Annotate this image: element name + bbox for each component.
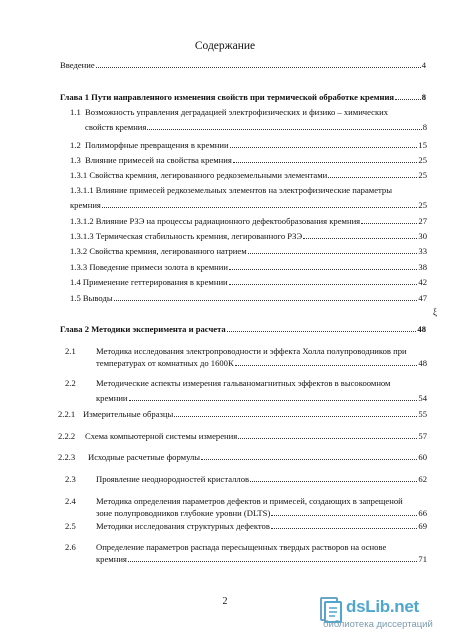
toc-entry-1-3-3[interactable]: 1.3.3 Поведение примеси золота в кремнии 38 [70,262,427,272]
toc-number: 2.4 [65,496,76,506]
toc-entry-1-3-1-1[interactable]: 1.3.1.1 Влияние примесей редкоземельных элементов на электрофизические параметры кремния 25 [70,185,427,210]
margin-mark: ξ [433,307,438,317]
toc-entry-1-5[interactable]: 1.5 Выводы 47 [70,293,427,303]
toc-entry-1-3-1[interactable]: 1.3.1 Свойства кремния, легированного редкоземельными элементами 25 [70,170,427,180]
toc-entry-1-3-2[interactable]: 1.3.2 Свойства кремния, легированного натрием 33 [70,246,427,256]
toc-entry-1-2[interactable]: Полиморфные превращения в кремнии 15 [85,140,427,150]
toc-entry-1-4[interactable]: 1.4 Применение геттерирования в кремнии 42 [70,277,427,287]
watermark-brand: dsLib.net [346,597,419,616]
toc-entry-2-1[interactable]: Методика исследования электропроводности и эффекта Холла полупроводников при температурах от комнатных до 1600К 48 [96,346,427,368]
toc-entry-introduction[interactable]: Введение 4 [60,60,426,70]
toc-entry-2-4[interactable]: Методика определения параметров дефектов и примесей, создающих в запрещеной зоне полупроводников глубокие уровни (DLTS) 66 [96,496,427,518]
toc-number: 2.2.2 [58,431,76,441]
toc-entry-chapter-1[interactable]: Глава 1 Пути направленного изменения свойств при термической обработке кремния 8 [60,92,426,102]
toc-entry-2-2[interactable]: Методические аспекты измерения гальваномагнитных эффектов в высокоомном кремнии 54 [96,378,427,403]
toc-number: 2.1 [65,346,76,356]
toc-entry-2-6[interactable]: Определение параметров распада пересыщенных твердых растворов на основе кремния 71 [96,542,427,564]
toc-entry-chapter-2[interactable]: Глава 2 Методики эксперимента и расчета 48 [60,324,426,334]
toc-entry-1-1[interactable]: Возможность управления деградацией электрофизических и физико – химических свойств кремния 8 [85,107,427,132]
toc-number: 2.2.3 [58,452,76,462]
toc-title: Содержание [194,40,256,52]
toc-number: 2.2.1 [58,409,76,419]
toc-entry-1-3[interactable]: Влияние примесей на свойства кремния 25 [85,155,427,165]
toc-number: 2.2 [65,378,76,388]
toc-entry-2-2-3[interactable]: Исходные расчетные формулы 60 [88,452,427,462]
toc-entry-2-3[interactable]: Проявление неоднородностей кристаллов 62 [96,474,427,484]
toc-number: 2.3 [65,474,76,484]
toc-entry-1-3-1-2[interactable]: 1.3.1.2 Влияние РЗЭ на процессы радиационного дефектообразования кремния 27 [70,216,427,226]
toc-entry-2-2-1[interactable]: Измерительные образцы 55 [83,409,427,419]
toc-number: 1.1 [70,107,81,117]
toc-number: 1.2 [70,140,81,150]
toc-entry-1-3-1-3[interactable]: 1.3.1.3 Термическая стабильность кремния, легированного РЗЭ 30 [70,231,427,241]
watermark-tagline: библиотека диссертаций [323,619,433,630]
toc-entry-2-2-2[interactable]: Схема компьютерной системы измерения 57 [85,431,427,441]
toc-number: 2.5 [65,521,76,531]
toc-entry-2-5[interactable]: Методики исследования структурных дефектов 69 [96,521,427,531]
page-number: 2 [222,596,228,607]
toc-number: 1.3 [70,155,81,165]
toc-number: 2.6 [65,542,76,552]
